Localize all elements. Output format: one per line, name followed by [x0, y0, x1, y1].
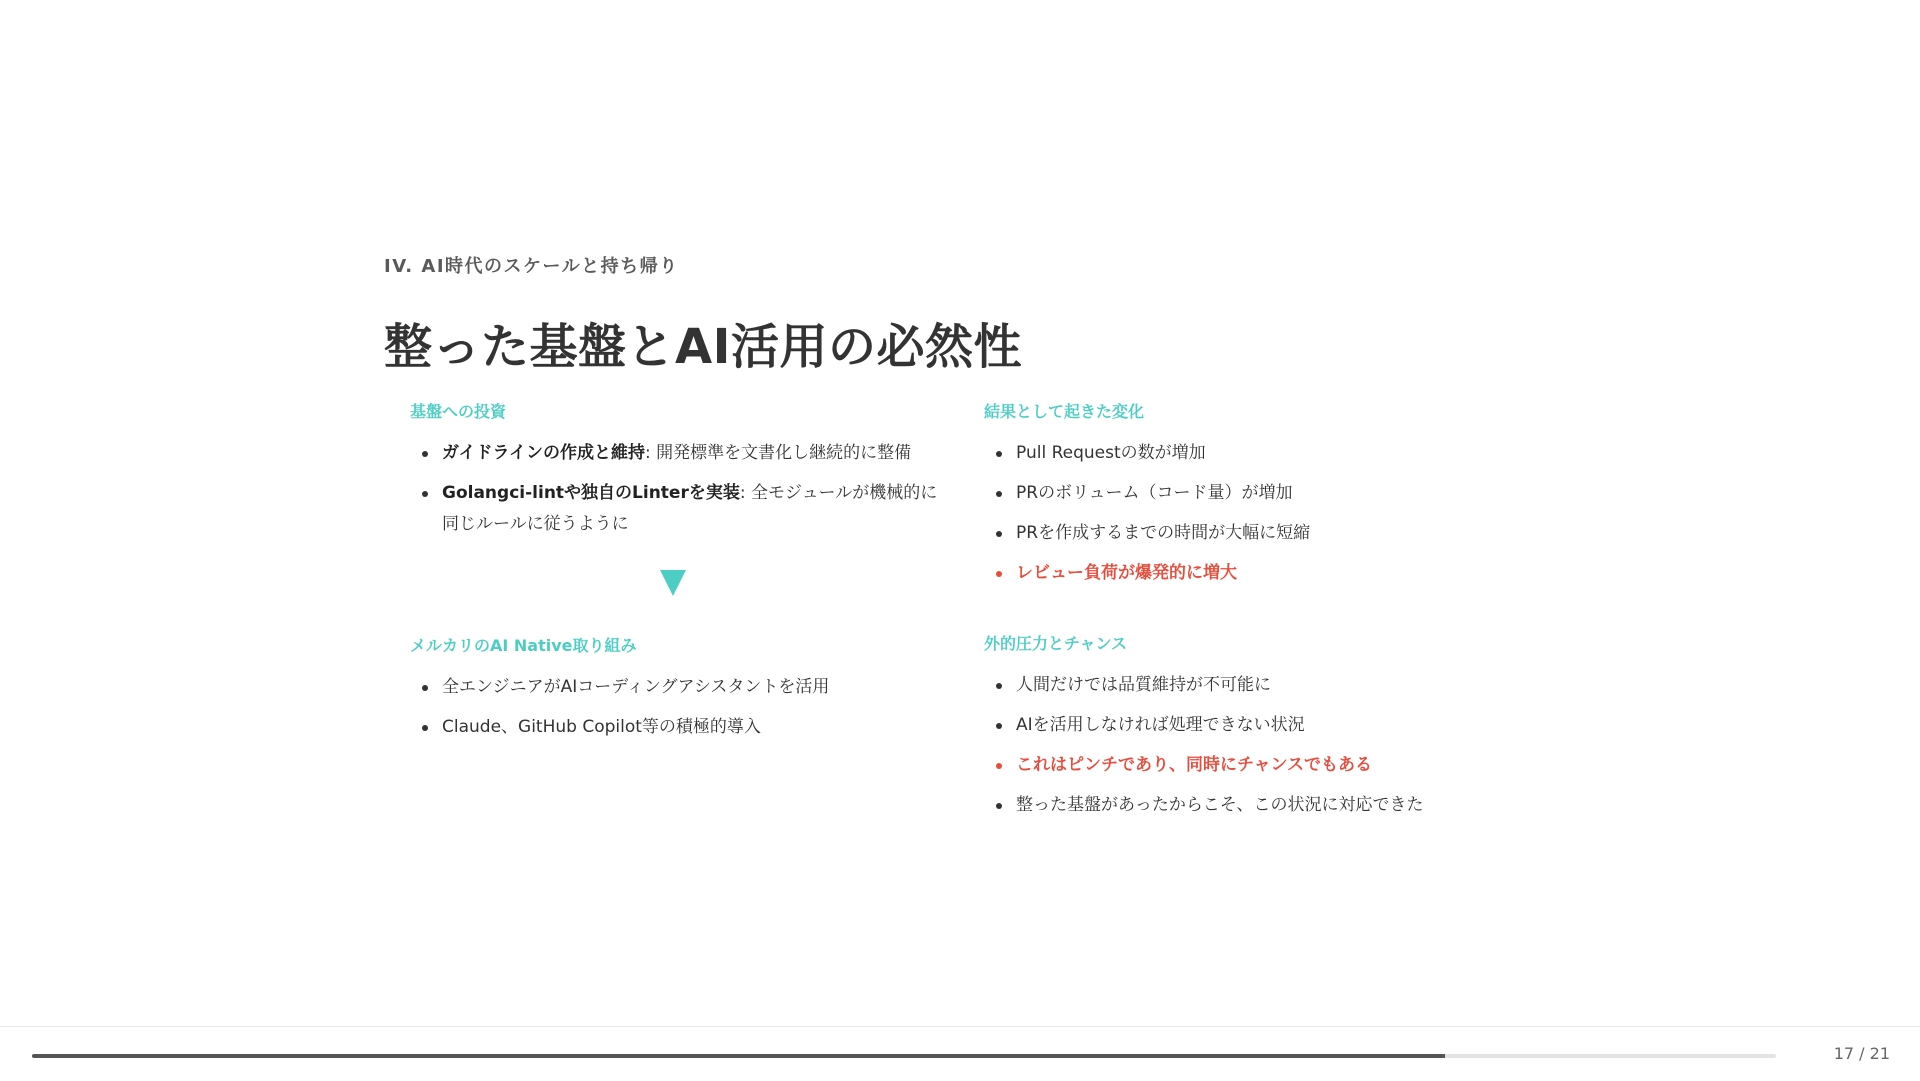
list-item-strong: ガイドラインの作成と維持: [442, 443, 645, 463]
pressure-heading: 外的圧力とチャンス: [984, 634, 1128, 653]
ai-native-list: [410, 672, 940, 743]
list-item-highlight: レビュー負荷が爆発的に増大: [984, 558, 1504, 589]
list-item: [410, 478, 940, 540]
list-item-text: : 開発標準を文書化し継続的に整備: [644, 443, 912, 463]
list-item: PRを作成するまでの時間が大幅に短縮: [984, 518, 1504, 549]
section-label: IV. AI時代のスケールと持ち帰り: [384, 256, 679, 277]
pressure-list: [984, 670, 1504, 821]
page-counter: 17 / 21: [1833, 1044, 1890, 1063]
list-item: 整った基盤があったからこそ、この状況に対応できた: [984, 790, 1504, 821]
ai-native-heading: メルカリのAI Native取り組み: [410, 636, 637, 655]
list-item: [410, 438, 940, 469]
list-item: Pull Requestの数が増加: [984, 438, 1504, 469]
foundation-heading: 基盤への投資: [410, 402, 507, 421]
list-item: 全エンジニアがAIコーディングアシスタントを活用: [410, 672, 940, 703]
list-item: Claude、GitHub Copilot等の積極的導入: [410, 712, 940, 743]
arrow-container: [410, 556, 940, 626]
list-item-strong: Golangci-lintや独自のLinterを実装: [442, 483, 740, 503]
list-item: PRのボリューム（コード量）が増加: [984, 478, 1504, 509]
progress-fill: [32, 1054, 1445, 1058]
results-heading: 結果として起きた変化: [984, 402, 1145, 421]
spacer: [984, 598, 1504, 632]
list-item: 人間だけでは品質維持が不可能に: [984, 670, 1504, 701]
footer-bar: [0, 1026, 1920, 1081]
right-column: [984, 400, 1504, 830]
list-item-text: : 全モジュールが機械的に同じルールに従うように: [442, 483, 938, 534]
results-list: [984, 438, 1504, 589]
foundation-list: [410, 438, 940, 540]
left-column: [410, 400, 940, 752]
list-item-highlight: これはピンチであり、同時にチャンスでもある: [984, 750, 1504, 781]
list-item: AIを活用しなければ処理できない状況: [984, 710, 1504, 741]
down-triangle-icon: [660, 570, 686, 596]
progress-bar[interactable]: [32, 1054, 1776, 1058]
page-title: 整った基盤とAI活用の必然性: [384, 319, 1023, 375]
